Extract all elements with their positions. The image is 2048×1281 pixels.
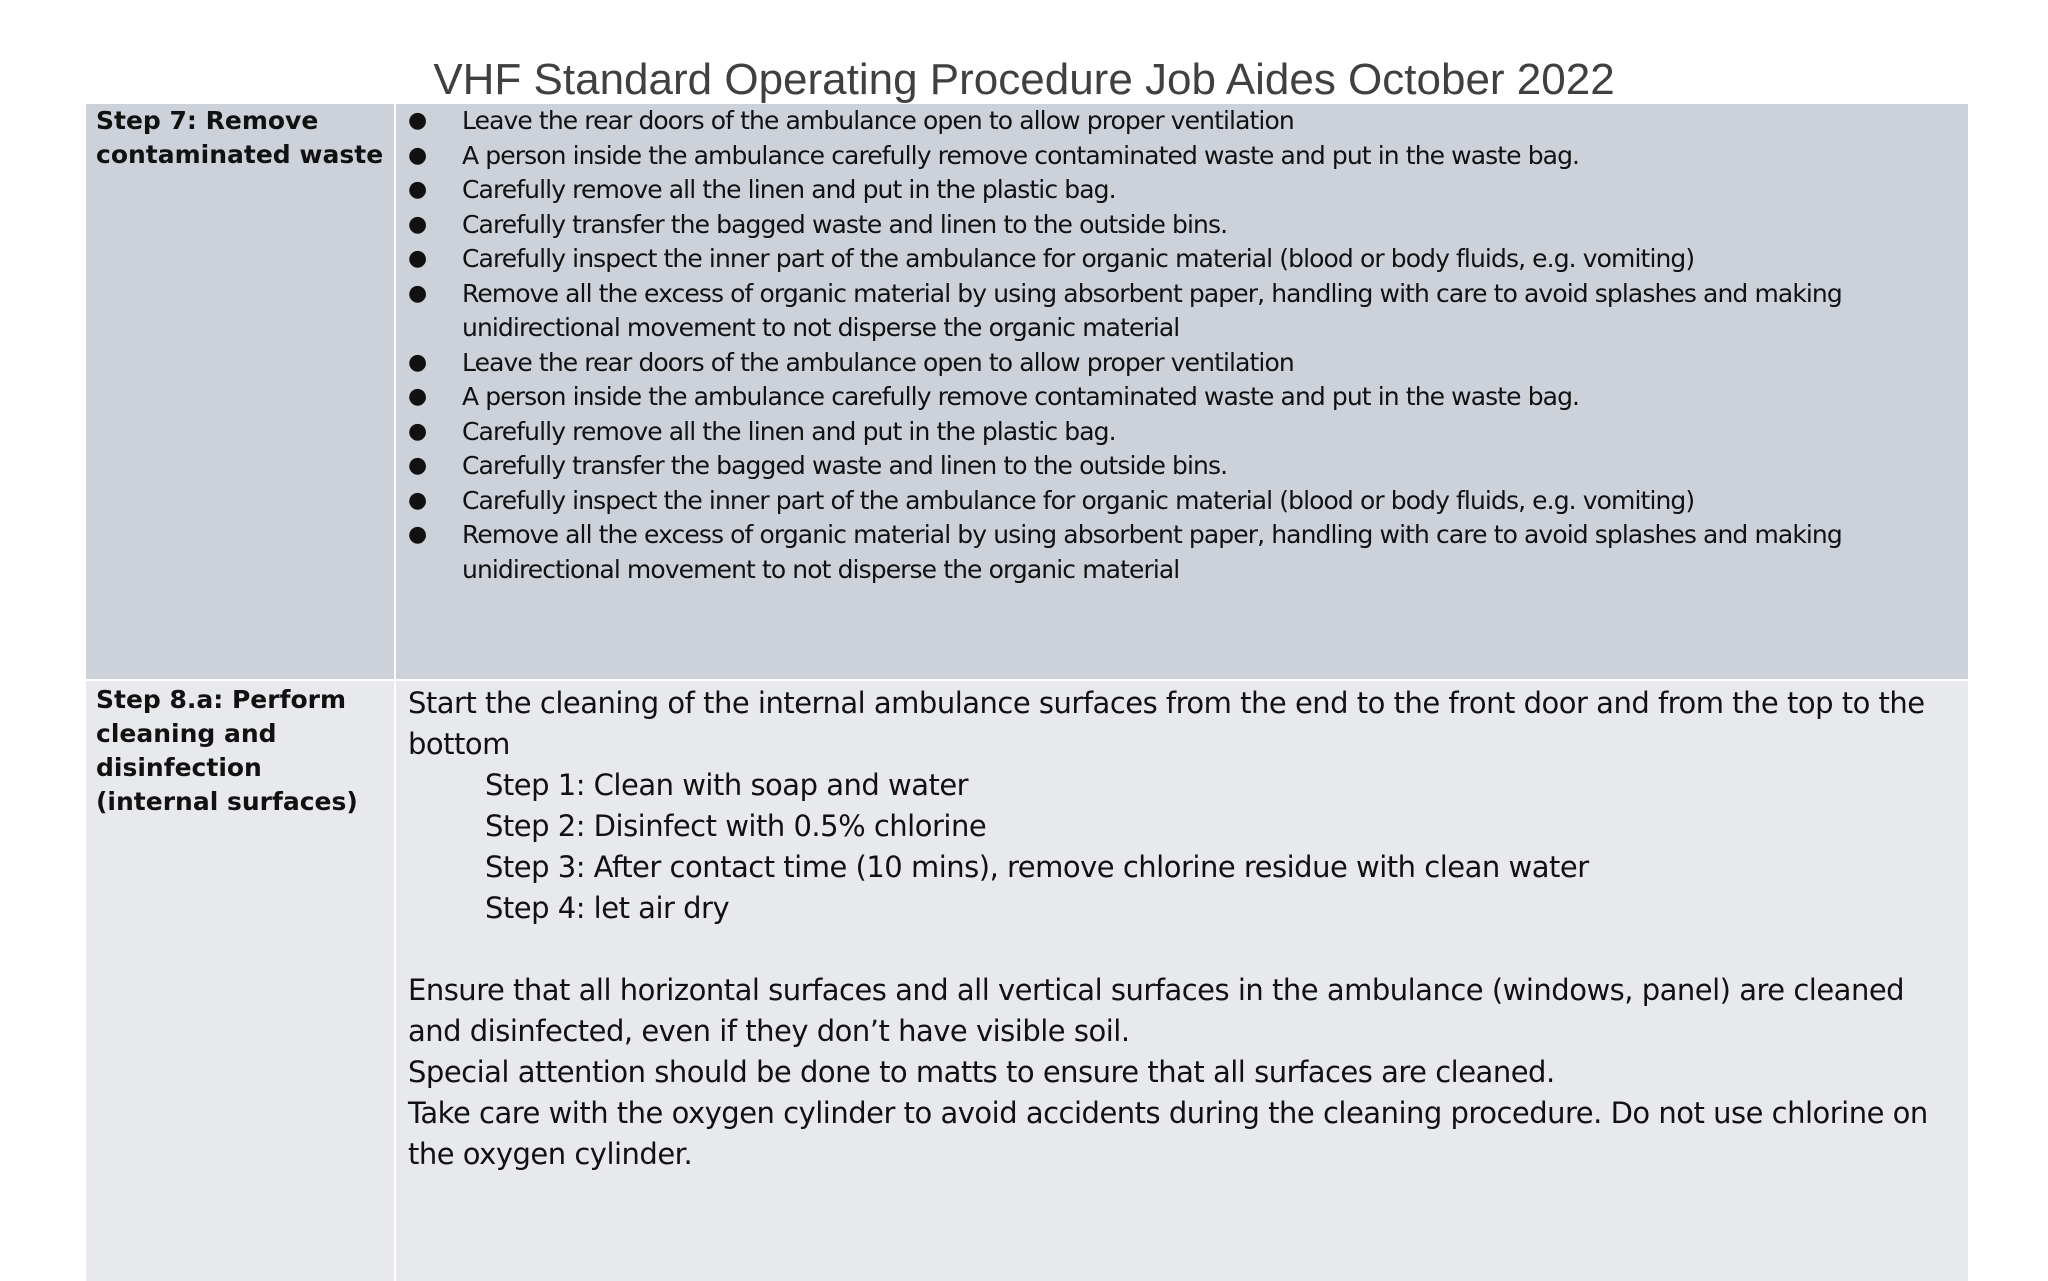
list-item: ● Remove all the excess of organic material by using absorbent paper, handling with care to avoid splashes and making unidirectional movement to not disperse the organic material [408, 278, 1842, 342]
bullet-icon: ● [408, 453, 427, 478]
bullet-icon: ● [408, 487, 427, 513]
list-item: ● Carefully remove all the linen and put in the plastic bag. [408, 173, 1968, 208]
list-item: ● Carefully transfer the bagged waste and linen to the outside bins. [408, 449, 1968, 484]
table-row-step-7 [86, 104, 1968, 679]
list-item: ● Leave the rear doors of the ambulance open to allow proper ventilation [408, 346, 1968, 381]
procedure-table [86, 104, 1968, 1171]
sub-step: Step 3: After contact time (10 mins), remove chlorine residue with clean water [485, 850, 1589, 884]
note-paragraph: Special attention should be done to matts to ensure that all surfaces are cleaned. [408, 1055, 1555, 1089]
list-item: ● Remove all the excess of organic material by using absorbent paper, handling with care to avoid splashes and making unidirectional movement to not disperse the organic material [408, 520, 1842, 584]
note-paragraph: Ensure that all horizontal surfaces and all vertical surfaces in the ambulance (windows, panel) are cleaned and disinfected, even if they don’t have visible soil. [408, 973, 1905, 1048]
step-content [398, 681, 1968, 1281]
bullet-icon: ● [408, 349, 427, 375]
intro-paragraph: Start the cleaning of the internal ambulance surfaces from the end to the front door and from the top to the bottom [408, 686, 1925, 761]
bullet-icon: ● [408, 211, 427, 237]
sub-step: Step 4: let air dry [485, 891, 730, 925]
list-item: ● A person inside the ambulance carefully remove contaminated waste and put in the waste bag. [408, 380, 1968, 415]
list-item: ● Carefully remove all the linen and put in the plastic bag. [408, 415, 1968, 450]
sub-step: Step 2: Disinfect with 0.5% chlorine [485, 809, 987, 843]
page-title: VHF Standard Operating Procedure Job Aides October 2022 [433, 55, 1615, 104]
bullet-icon: ● [408, 384, 427, 409]
step-content [398, 104, 1968, 679]
step-label: Step 8.a: Perform cleaning and disinfection (internal surfaces) [86, 681, 396, 1281]
bullet-list [398, 104, 1968, 587]
list-item: ● Leave the rear doors of the ambulance open to allow proper ventilation [408, 104, 1968, 139]
sub-step: Step 1: Clean with soap and water [485, 768, 969, 802]
list-item: ● Carefully transfer the bagged waste and linen to the outside bins. [408, 208, 1968, 243]
list-item: ● Carefully inspect the inner part of the ambulance for organic material (blood or body fluids, e.g. vomiting) [408, 242, 1968, 277]
bullet-icon: ● [408, 280, 427, 306]
bullet-icon: ● [408, 418, 427, 444]
list-item: ● A person inside the ambulance carefully remove contaminated waste and put in the waste bag. [408, 139, 1968, 174]
bullet-icon: ● [408, 177, 427, 202]
step-label: Step 7: Remove contaminated waste [86, 104, 396, 679]
note-paragraph: Take care with the oxygen cylinder to avoid accidents during the cleaning procedure. Do not use chlorine on the oxygen cylinder. [408, 1096, 1928, 1171]
table-row-step-8a [86, 681, 1968, 1281]
bullet-icon: ● [408, 522, 427, 547]
spacer [408, 929, 1958, 970]
bullet-icon: ● [408, 142, 427, 168]
list-item: ● Carefully inspect the inner part of the ambulance for organic material (blood or body fluids, e.g. vomiting) [408, 484, 1968, 519]
bullet-icon: ● [408, 246, 427, 271]
bullet-icon: ● [408, 108, 427, 133]
